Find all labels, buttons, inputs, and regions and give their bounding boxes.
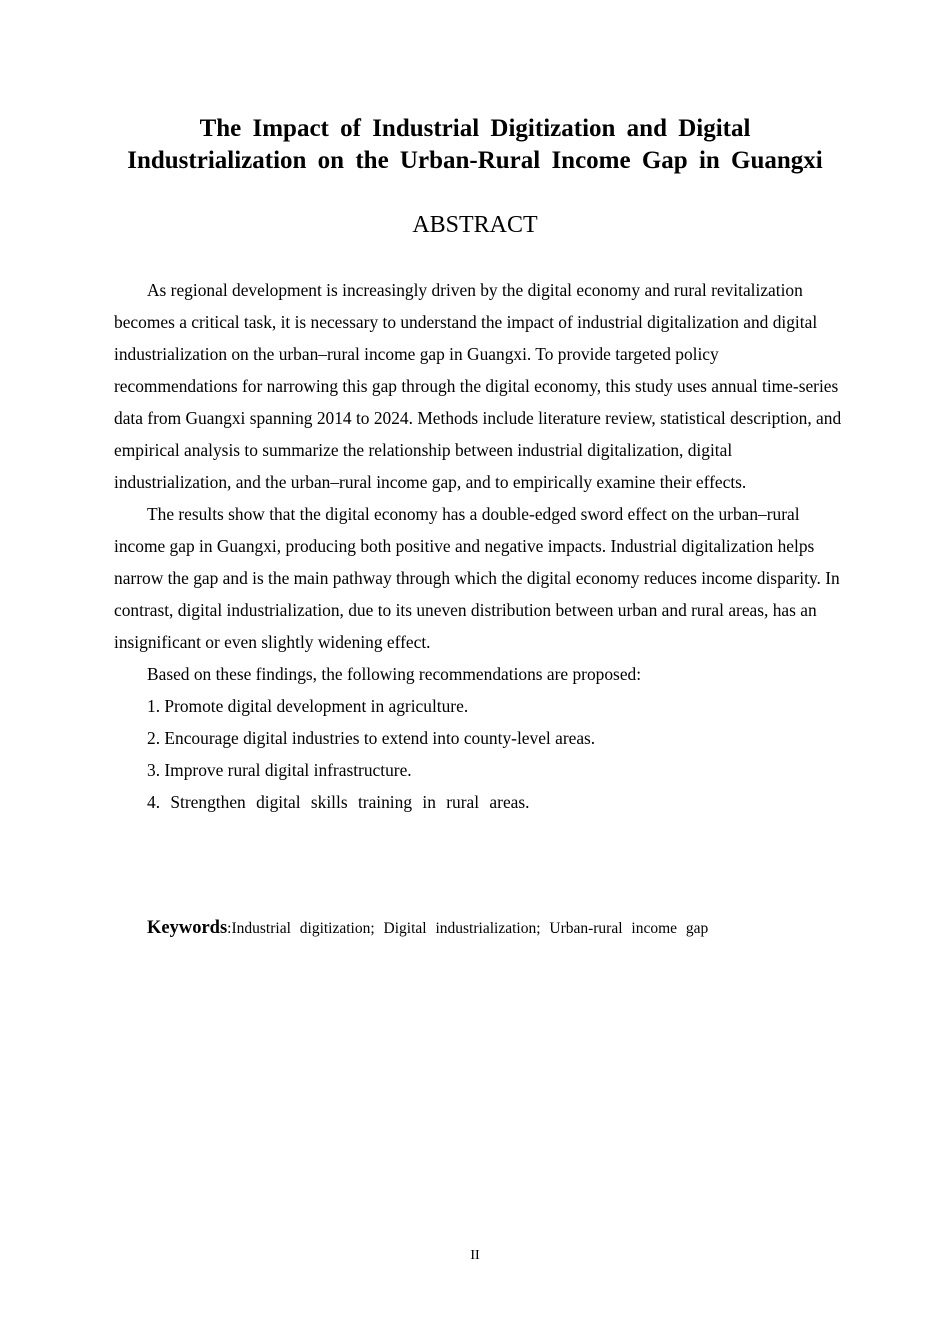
recommendation-item-3: 3. Improve rural digital infrastructure. [147, 760, 412, 780]
abstract-paragraph-2: The results show that the digital economy has a double-edged sword effect on the urban–rural income gap in Guangxi, producing both positive and negative impacts. Industrial digitalization helps narrow the gap and is the main pathway through which the digital economy reduces income disparity. In contrast, digital industrialization, due to its uneven distribution between urban and rural areas, has an insignificant or even slightly widening effect. [114, 504, 840, 652]
recommendations-intro: Based on these findings, the following recommendations are proposed: [147, 664, 642, 684]
keywords-text: :Industrial digitization; Digital industrialization; Urban-rural income gap [227, 920, 709, 937]
page-title [100, 113, 850, 177]
abstract-paragraph-1: As regional development is increasingly driven by the digital economy and rural revitalization becomes a critical task, it is necessary to understand the impact of industrial digitalization and digital industrialization on the urban–rural income gap in Guangxi. To provide targeted policy recommendations for narrowing this gap through the digital economy, this study uses annual time-series data from Guangxi spanning 2014 to 2024. Methods include literature review, statistical description, and empirical analysis to summarize the relationship between industrial digitalization, digital industrialization, and the urban–rural income gap, and to empirically examine their effects. [114, 280, 842, 492]
title-line-2: Industrialization on the Urban-Rural Income Gap in Guangxi [127, 147, 823, 174]
recommendation-item-1: 1. Promote digital development in agriculture. [147, 696, 469, 716]
keywords-label: Keywords [147, 918, 228, 938]
title-line-1: The Impact of Industrial Digitization and Digital [199, 115, 751, 142]
abstract-heading: ABSTRACT [412, 212, 538, 238]
abstract-body [114, 274, 844, 818]
page-number: II [470, 1248, 480, 1263]
keywords-line [147, 912, 708, 945]
recommendation-item-4: 4. Strengthen digital skills training in rural areas. [147, 792, 530, 812]
recommendation-item-2: 2. Encourage digital industries to extend into county-level areas. [147, 728, 596, 748]
